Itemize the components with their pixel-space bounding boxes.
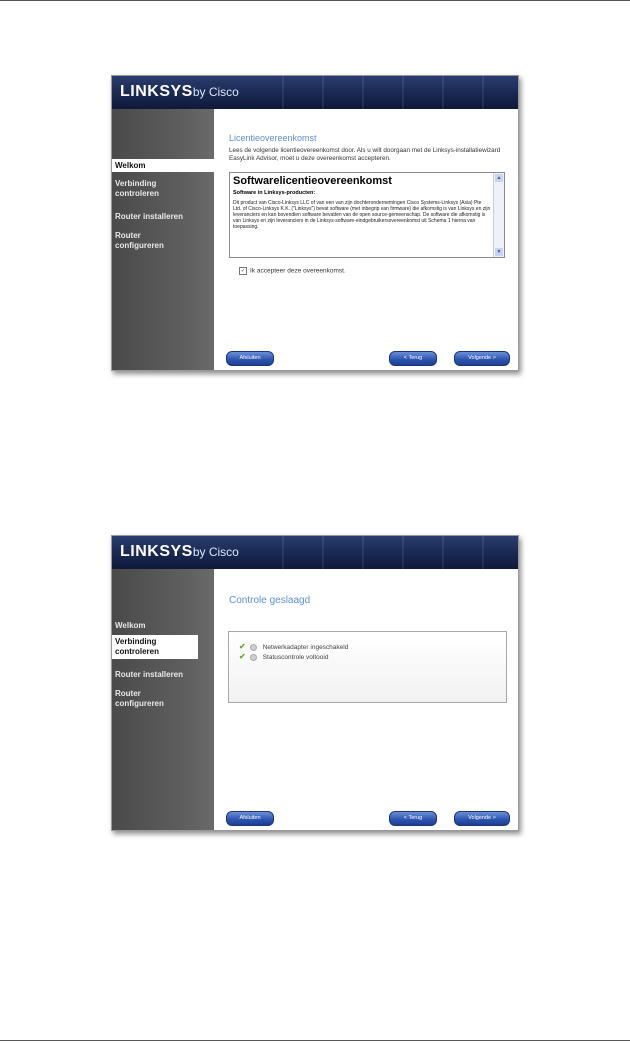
bottom-rule bbox=[0, 1040, 630, 1041]
accept-checkbox[interactable]: ✓ bbox=[240, 268, 246, 274]
sidebar-item-router-configureren[interactable]: Router configureren bbox=[115, 689, 164, 708]
check-icon: ✔ bbox=[239, 652, 246, 661]
sidebar-item-verbinding[interactable]: Verbinding controleren bbox=[115, 179, 160, 198]
license-subtitle: Software in Linksys-producten: bbox=[233, 190, 316, 196]
intro-text: Lees de volgende licentieovereenkomst door. Als u wilt doorgaan met de Linksys-installatiewizard EasyLink Advisor, moet u deze overeenkomst accepteren. bbox=[229, 147, 501, 162]
sidebar-item-welkom[interactable]: Welkom bbox=[112, 159, 214, 172]
linksys-logo: LINKSYSby Cisco bbox=[120, 83, 239, 100]
accept-label: Ik accepteer deze overeenkomst. bbox=[250, 267, 346, 275]
sidebar-item-verbinding[interactable]: Verbinding controleren bbox=[112, 635, 198, 659]
status-panel bbox=[228, 631, 507, 703]
next-button[interactable]: Volgende > bbox=[454, 351, 510, 366]
scroll-down-icon[interactable]: ▼ bbox=[496, 249, 502, 255]
top-rule bbox=[0, 0, 630, 1]
status-row: ✔ Netwerkadapter ingeschakeld bbox=[239, 642, 349, 651]
sidebar-item-router-configureren[interactable]: Router configureren bbox=[115, 231, 164, 250]
accept-checkbox-row[interactable] bbox=[239, 267, 346, 275]
check-content bbox=[214, 569, 518, 830]
license-title: Softwarelicentieovereenkomst bbox=[233, 175, 392, 187]
linksys-banner bbox=[112, 76, 518, 109]
sidebar-item-welkom[interactable]: Welkom bbox=[115, 621, 146, 630]
check-screenshot bbox=[111, 535, 519, 831]
wizard-sidebar bbox=[112, 109, 214, 370]
next-button[interactable]: Volgende > bbox=[454, 811, 510, 826]
license-content bbox=[214, 109, 518, 370]
scroll-up-icon[interactable]: ▲ bbox=[496, 175, 502, 181]
cancel-button[interactable]: Afsluiten bbox=[226, 811, 274, 826]
license-scrollbar[interactable] bbox=[493, 173, 504, 257]
cancel-button[interactable]: Afsluiten bbox=[226, 351, 274, 366]
license-body: Dit product van Cisco-Linksys LLC of van een van zijn dochterondernemingen Cisco Systems-Linksys (Asia) Pte Ltd. of Cisco-Linksys K.K. ("Linksys") bevat software (met inbegrip van firmware) die afkomstig is van Linksys en zijn leveranciers en kan bovendien software bevatten van de open source-gemeenschap. De software die afkomstig is van Linksys en zijn leveranciers in de Linksys-software-eindgebruikersovereenkomst uit Schema 1 hierna van toepassing. bbox=[233, 200, 491, 230]
check-icon: ✔ bbox=[239, 642, 246, 651]
back-button[interactable]: < Terug bbox=[389, 351, 437, 366]
sidebar-item-router-installeren[interactable]: Router installeren bbox=[115, 670, 184, 679]
status-dot-icon bbox=[250, 644, 257, 651]
linksys-logo: LINKSYSby Cisco bbox=[120, 543, 239, 560]
license-screenshot bbox=[111, 75, 519, 371]
back-button[interactable]: < Terug bbox=[389, 811, 437, 826]
license-textbox[interactable] bbox=[229, 172, 505, 258]
sidebar-item-router-installeren[interactable]: Router installeren bbox=[115, 212, 184, 221]
wizard-sidebar bbox=[112, 569, 214, 830]
linksys-banner bbox=[112, 536, 518, 569]
status-dot-icon bbox=[250, 654, 257, 661]
status-row: ✔ Statuscontrole voltooid bbox=[239, 652, 329, 661]
page-title: Controle geslaagd bbox=[229, 595, 311, 606]
page-title: Licentieovereenkomst bbox=[229, 133, 317, 143]
